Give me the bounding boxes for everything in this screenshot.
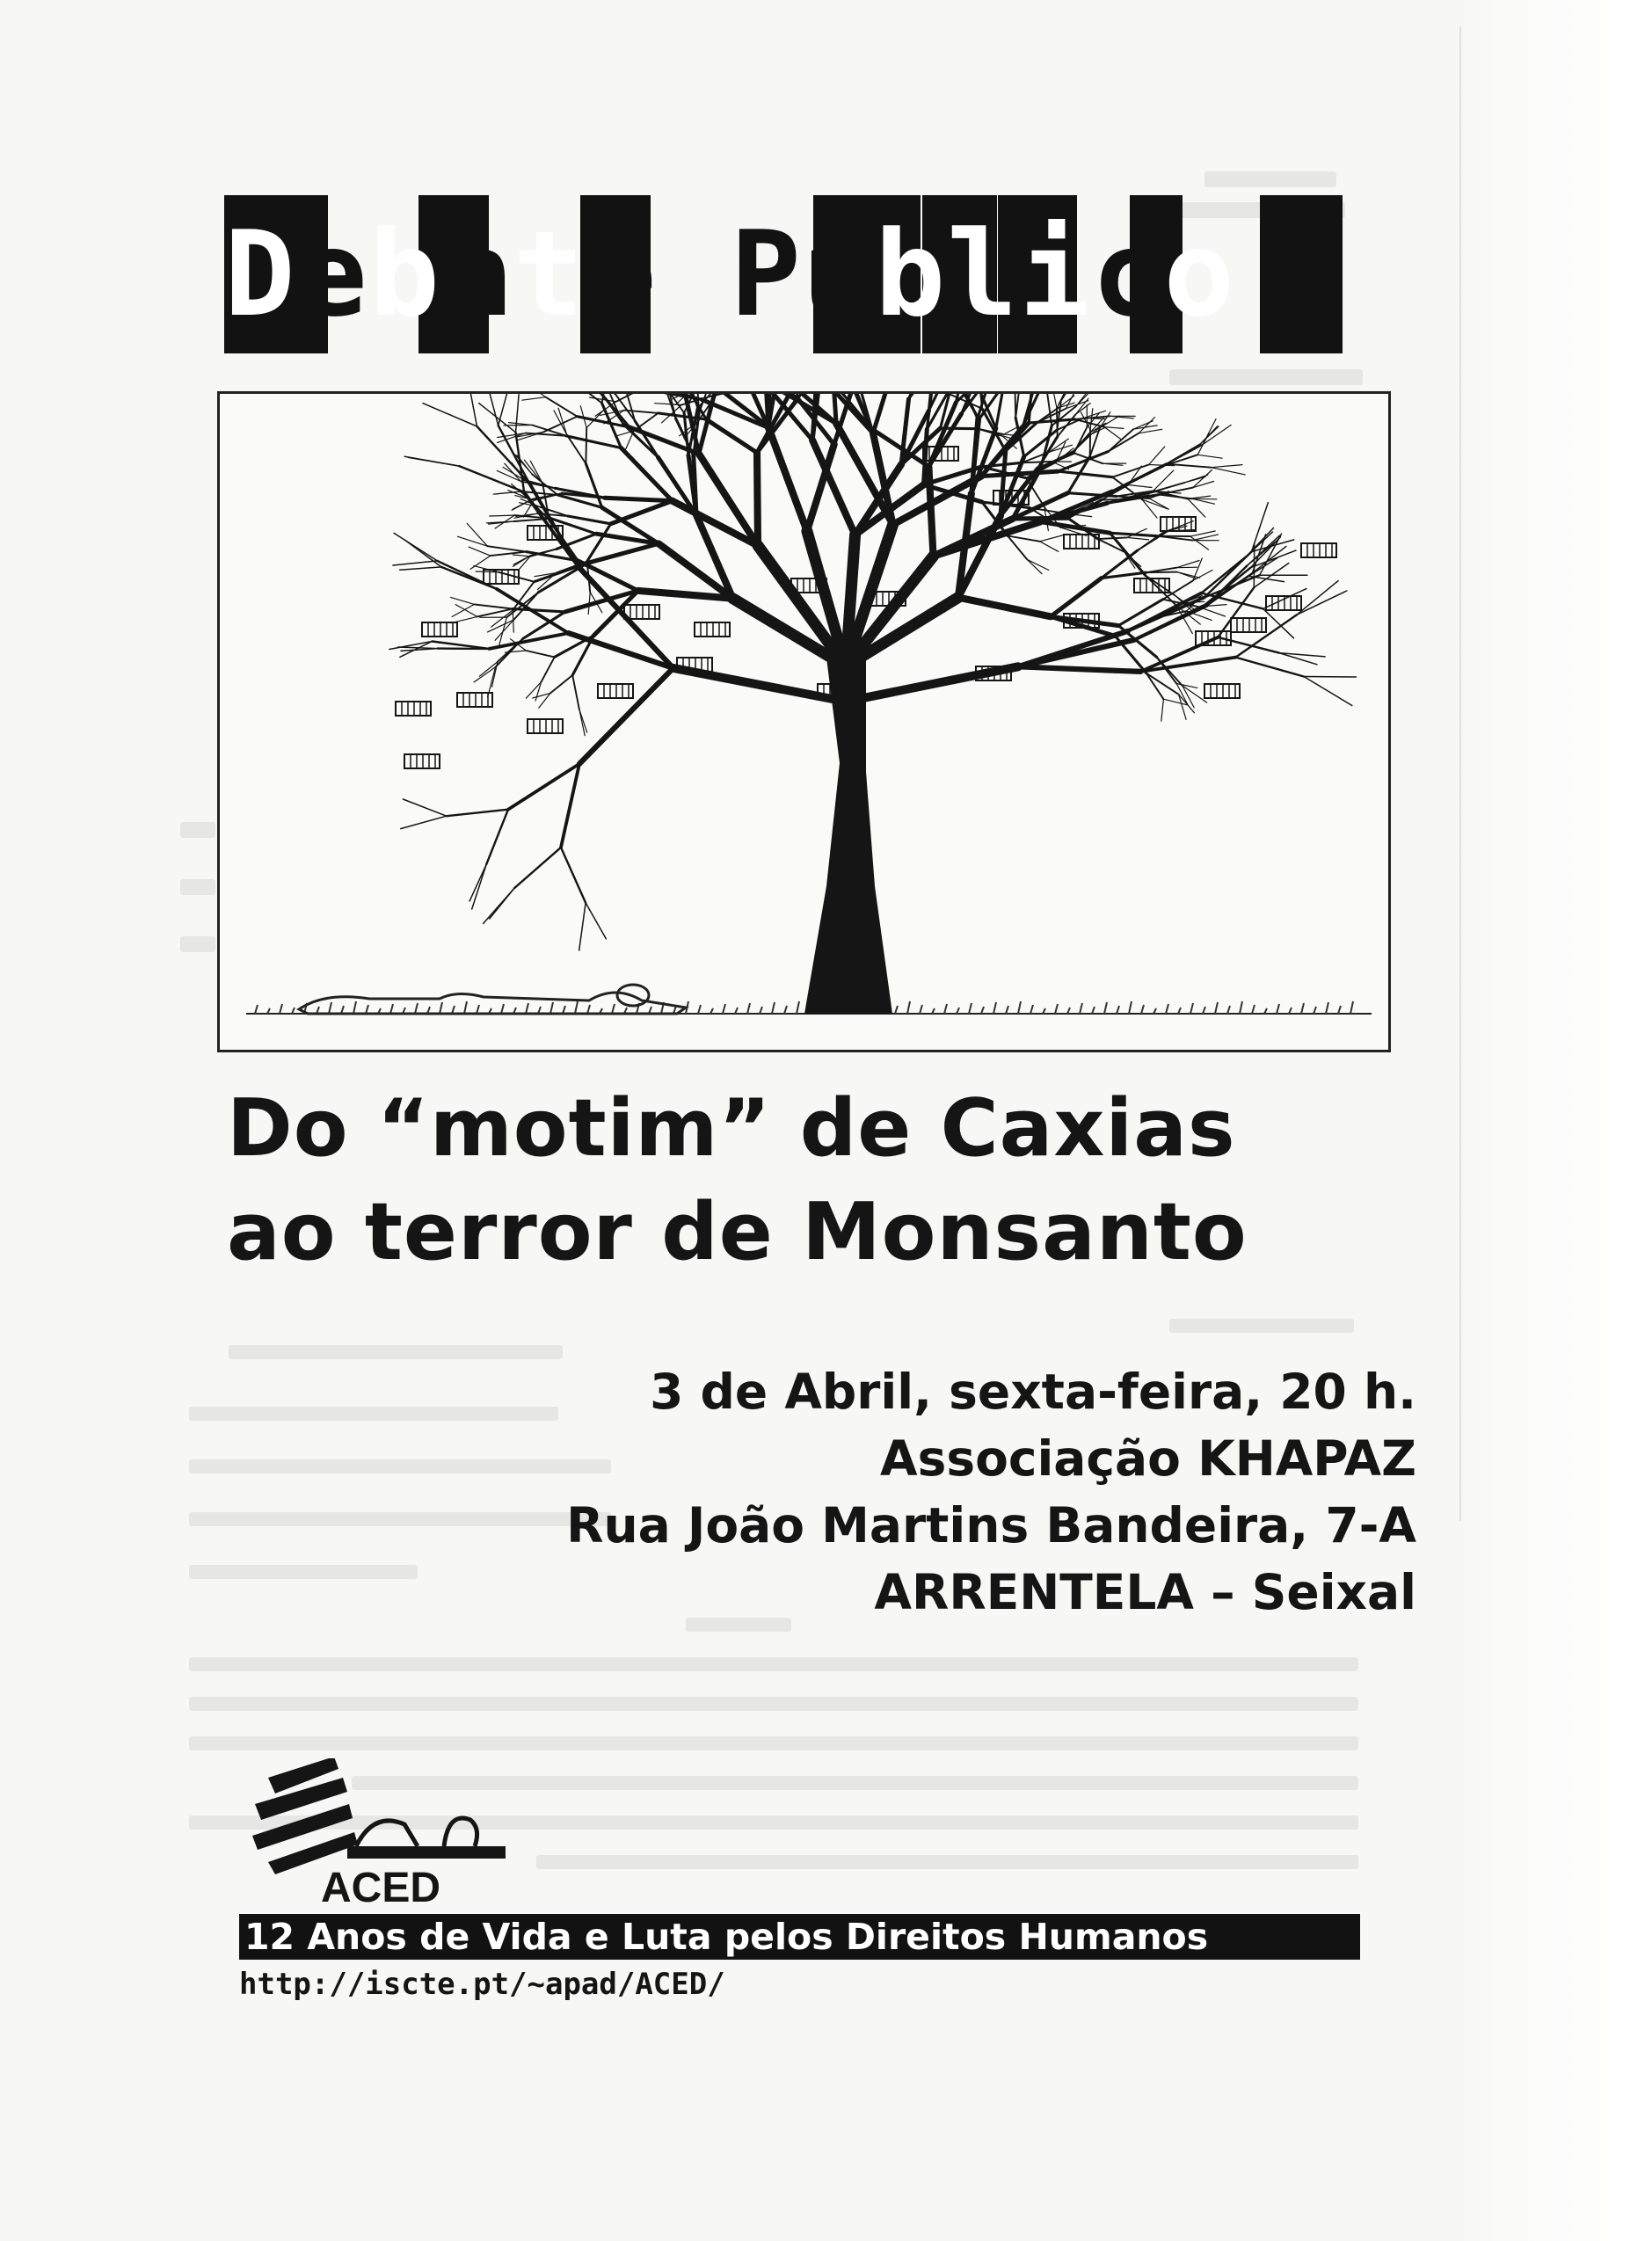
poster-title xyxy=(224,195,1394,353)
tree-with-prison-windows-illustration xyxy=(220,394,1388,1050)
event-date: 3 de Abril, sexta-feira, 20 h. xyxy=(650,1364,1416,1420)
paper-edge xyxy=(1459,0,1652,2241)
headline-line-2: ao terror de Monsanto xyxy=(227,1186,1248,1278)
paper-fold-line xyxy=(1459,26,1461,1521)
illustration-frame xyxy=(217,391,1391,1052)
event-town: ARRENTELA – Seixal xyxy=(874,1564,1416,1620)
title-text: Debate Público xyxy=(224,206,1236,343)
aced-logo xyxy=(251,1758,523,1908)
event-venue: Associação KHAPAZ xyxy=(880,1430,1416,1487)
organizer-url: http://iscte.pt/~apad/ACED/ xyxy=(239,1967,725,2002)
headline-line-1: Do “motim” de Caxias xyxy=(227,1082,1236,1175)
logo-text: ACED xyxy=(321,1865,441,1908)
tagline-banner: 12 Anos de Vida e Luta pelos Direitos Humanos xyxy=(239,1914,1360,1960)
event-headline xyxy=(227,1077,1414,1284)
event-details xyxy=(449,1358,1416,1626)
event-street: Rua João Martins Bandeira, 7-A xyxy=(566,1497,1416,1553)
